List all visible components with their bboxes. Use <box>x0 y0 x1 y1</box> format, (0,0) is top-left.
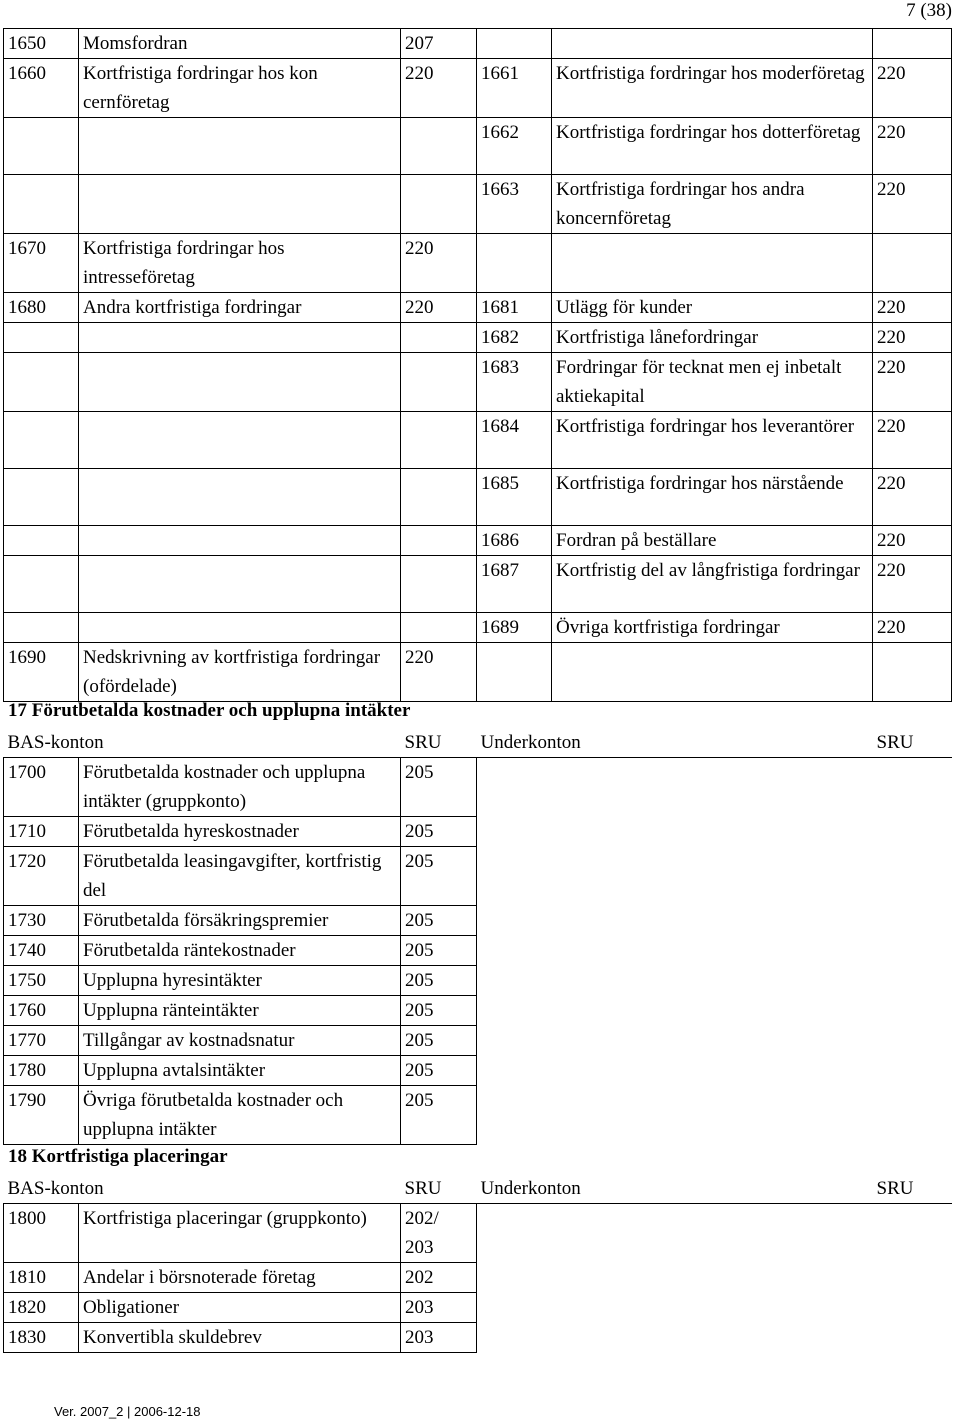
placements-table <box>3 1174 952 1353</box>
empty-cell <box>477 817 952 847</box>
sru-code: 207 <box>401 29 477 59</box>
empty-cell <box>477 1056 952 1086</box>
account-name <box>79 613 401 643</box>
account-name <box>79 353 401 412</box>
empty-cell <box>477 966 952 996</box>
sru-code: 205 <box>401 996 477 1026</box>
account-name: Förutbetalda räntekostnader <box>79 936 401 966</box>
account-name: Tillgångar av kostnadsnatur <box>79 1026 401 1056</box>
account-number: 1650 <box>4 29 79 59</box>
sru-code: 205 <box>401 847 477 906</box>
account-name: Förutbetalda försäkringspremier <box>79 906 401 936</box>
account-number <box>4 175 79 234</box>
header-sru: SRU <box>401 728 477 758</box>
table-row <box>4 936 952 966</box>
sub-account-number <box>477 29 552 59</box>
account-name: Andra kortfristiga fordringar <box>79 293 401 323</box>
account-number <box>4 556 79 613</box>
account-name <box>79 323 401 353</box>
account-number: 1700 <box>4 758 79 817</box>
sub-sru-code <box>873 234 952 293</box>
table-row <box>4 996 952 1026</box>
sub-account-number: 1661 <box>477 59 552 118</box>
sru-code: 205 <box>401 758 477 817</box>
sub-account-number: 1683 <box>477 353 552 412</box>
empty-cell <box>477 758 952 817</box>
sub-account-number: 1689 <box>477 613 552 643</box>
page-number: 7 (38) <box>906 0 952 21</box>
account-number: 1710 <box>4 817 79 847</box>
table-row <box>4 966 952 996</box>
empty-cell <box>477 1204 952 1263</box>
account-number: 1770 <box>4 1026 79 1056</box>
table-row <box>4 643 952 702</box>
sub-account-name: Fordran på beställare <box>552 526 873 556</box>
table-row <box>4 353 952 412</box>
sru-code: 220 <box>401 234 477 293</box>
account-number: 1670 <box>4 234 79 293</box>
sub-account-name: Kortfristiga fordringar hos leverantörer <box>552 412 873 469</box>
sub-account-name: Kortfristiga fordringar hos dotterföretag <box>552 118 873 175</box>
sub-account-number: 1684 <box>477 412 552 469</box>
account-name: Förutbetalda leasingavgifter, kortfristig del <box>79 847 401 906</box>
table-row <box>4 556 952 613</box>
account-name <box>79 412 401 469</box>
sru-code: 202 <box>401 1263 477 1293</box>
account-number <box>4 353 79 412</box>
account-name <box>79 556 401 613</box>
sub-account-number: 1663 <box>477 175 552 234</box>
table-row <box>4 847 952 906</box>
sub-account-number: 1687 <box>477 556 552 613</box>
sru-code <box>401 556 477 613</box>
account-name: Upplupna hyresintäkter <box>79 966 401 996</box>
sru-code: 205 <box>401 1086 477 1145</box>
sub-account-number <box>477 234 552 293</box>
table-row <box>4 1056 952 1086</box>
account-name <box>79 469 401 526</box>
sru-code: 220 <box>401 59 477 118</box>
table-row <box>4 758 952 817</box>
account-name <box>79 118 401 175</box>
account-number: 1720 <box>4 847 79 906</box>
account-name <box>79 175 401 234</box>
sub-sru-code: 220 <box>873 59 952 118</box>
account-name: Konvertibla skuldebrev <box>79 1323 401 1353</box>
account-number: 1690 <box>4 643 79 702</box>
sru-code <box>401 323 477 353</box>
header-sru: SRU <box>401 1174 477 1204</box>
account-number: 1800 <box>4 1204 79 1263</box>
account-number: 1820 <box>4 1293 79 1323</box>
sub-account-name: Kortfristiga lånefordringar <box>552 323 873 353</box>
sru-code: 203 <box>401 1293 477 1323</box>
account-name: Momsfordran <box>79 29 401 59</box>
account-number <box>4 323 79 353</box>
account-name: Förutbetalda hyreskostnader <box>79 817 401 847</box>
section-18-title: 18 Kortfristiga placeringar <box>8 1146 228 1167</box>
account-name: Andelar i börsnoterade företag <box>79 1263 401 1293</box>
prepaid-table <box>3 728 952 1145</box>
empty-cell <box>477 1026 952 1056</box>
account-name: Upplupna avtalsintäkter <box>79 1056 401 1086</box>
sub-account-number: 1685 <box>477 469 552 526</box>
sru-code: 205 <box>401 1026 477 1056</box>
table-row <box>4 613 952 643</box>
sub-sru-code: 220 <box>873 175 952 234</box>
sub-account-name <box>552 29 873 59</box>
sru-code <box>401 526 477 556</box>
sru-code: 220 <box>401 293 477 323</box>
account-number: 1780 <box>4 1056 79 1086</box>
account-name: Kortfristiga placeringar (gruppkonto) <box>79 1204 401 1263</box>
account-number: 1740 <box>4 936 79 966</box>
account-number: 1790 <box>4 1086 79 1145</box>
table-row <box>4 412 952 469</box>
table-header <box>4 728 952 758</box>
table-row <box>4 906 952 936</box>
account-number: 1680 <box>4 293 79 323</box>
account-name: Kortfristiga fordringar hos intresseföretag <box>79 234 401 293</box>
sub-account-name: Kortfristiga fordringar hos moderföretag <box>552 59 873 118</box>
header-underkonton: Underkonton <box>477 1174 873 1204</box>
sub-account-name: Kortfristiga fordringar hos närstående <box>552 469 873 526</box>
sub-account-name: Kortfristig del av långfristiga fordringar <box>552 556 873 613</box>
table-header <box>4 1174 952 1204</box>
sru-code: 205 <box>401 817 477 847</box>
account-number <box>4 118 79 175</box>
account-number <box>4 469 79 526</box>
table-row <box>4 293 952 323</box>
sub-sru-code: 220 <box>873 353 952 412</box>
sub-sru-code: 220 <box>873 556 952 613</box>
account-name: Förutbetalda kostnader och upplupna intäkter (gruppkonto) <box>79 758 401 817</box>
header-bas-konton: BAS-konton <box>4 728 401 758</box>
sru-code <box>401 353 477 412</box>
sru-code: 203 <box>401 1323 477 1353</box>
table-row <box>4 469 952 526</box>
table-row <box>4 1293 952 1323</box>
table-row <box>4 1263 952 1293</box>
sub-account-number: 1662 <box>477 118 552 175</box>
account-number <box>4 613 79 643</box>
sru-code <box>401 613 477 643</box>
sub-sru-code: 220 <box>873 613 952 643</box>
empty-cell <box>477 1323 952 1353</box>
sub-account-number <box>477 643 552 702</box>
header-bas-konton: BAS-konton <box>4 1174 401 1204</box>
sub-account-name: Utlägg för kunder <box>552 293 873 323</box>
sub-sru-code: 220 <box>873 526 952 556</box>
account-number <box>4 412 79 469</box>
sru-code: 205 <box>401 906 477 936</box>
empty-cell <box>477 936 952 966</box>
sub-sru-code: 220 <box>873 118 952 175</box>
sru-code: 205 <box>401 966 477 996</box>
empty-cell <box>477 996 952 1026</box>
sru-code <box>401 412 477 469</box>
empty-cell <box>477 1263 952 1293</box>
account-number: 1730 <box>4 906 79 936</box>
account-number: 1660 <box>4 59 79 118</box>
sub-account-name: Övriga kortfristiga fordringar <box>552 613 873 643</box>
sub-sru-code: 220 <box>873 323 952 353</box>
account-name <box>79 526 401 556</box>
sub-sru-code <box>873 29 952 59</box>
account-number: 1760 <box>4 996 79 1026</box>
sru-code: 202/ 203 <box>401 1204 477 1263</box>
header-sub-sru: SRU <box>873 728 952 758</box>
table-row <box>4 29 952 59</box>
footer-version: Ver. 2007_2 | 2006-12-18 <box>54 1404 201 1419</box>
sub-account-name: Fordringar för tecknat men ej inbetalt aktiekapital <box>552 353 873 412</box>
table-row <box>4 323 952 353</box>
receivables-table <box>3 28 952 702</box>
sub-sru-code: 220 <box>873 469 952 526</box>
sub-account-number: 1686 <box>477 526 552 556</box>
table-row <box>4 59 952 118</box>
account-name: Upplupna ränteintäkter <box>79 996 401 1026</box>
account-number: 1750 <box>4 966 79 996</box>
sub-account-name <box>552 234 873 293</box>
empty-cell <box>477 1293 952 1323</box>
table-row <box>4 1323 952 1353</box>
sub-account-name <box>552 643 873 702</box>
sru-code: 205 <box>401 936 477 966</box>
table-row <box>4 175 952 234</box>
sru-code <box>401 118 477 175</box>
header-underkonton: Underkonton <box>477 728 873 758</box>
account-name: Kortfristiga fordringar hos kon cernföretag <box>79 59 401 118</box>
sru-code: 205 <box>401 1056 477 1086</box>
sub-account-number: 1682 <box>477 323 552 353</box>
table-row <box>4 1086 952 1145</box>
empty-cell <box>477 847 952 906</box>
sru-code <box>401 469 477 526</box>
table-row <box>4 234 952 293</box>
account-number <box>4 526 79 556</box>
table-row <box>4 1026 952 1056</box>
table-row <box>4 118 952 175</box>
sru-code <box>401 175 477 234</box>
account-name: Obligationer <box>79 1293 401 1323</box>
sru-code: 220 <box>401 643 477 702</box>
sub-account-number: 1681 <box>477 293 552 323</box>
sub-sru-code <box>873 643 952 702</box>
header-sub-sru: SRU <box>873 1174 952 1204</box>
sub-account-name: Kortfristiga fordringar hos andra koncernföretag <box>552 175 873 234</box>
empty-cell <box>477 1086 952 1145</box>
empty-cell <box>477 906 952 936</box>
sub-sru-code: 220 <box>873 293 952 323</box>
account-number: 1830 <box>4 1323 79 1353</box>
sub-sru-code: 220 <box>873 412 952 469</box>
account-number: 1810 <box>4 1263 79 1293</box>
table-row <box>4 1204 952 1263</box>
table-row <box>4 526 952 556</box>
section-17-title: 17 Förutbetalda kostnader och upplupna intäkter <box>8 700 411 721</box>
account-name: Övriga förutbetalda kostnader och upplupna intäkter <box>79 1086 401 1145</box>
account-name: Nedskrivning av kortfristiga fordringar (ofördelade) <box>79 643 401 702</box>
table-row <box>4 817 952 847</box>
